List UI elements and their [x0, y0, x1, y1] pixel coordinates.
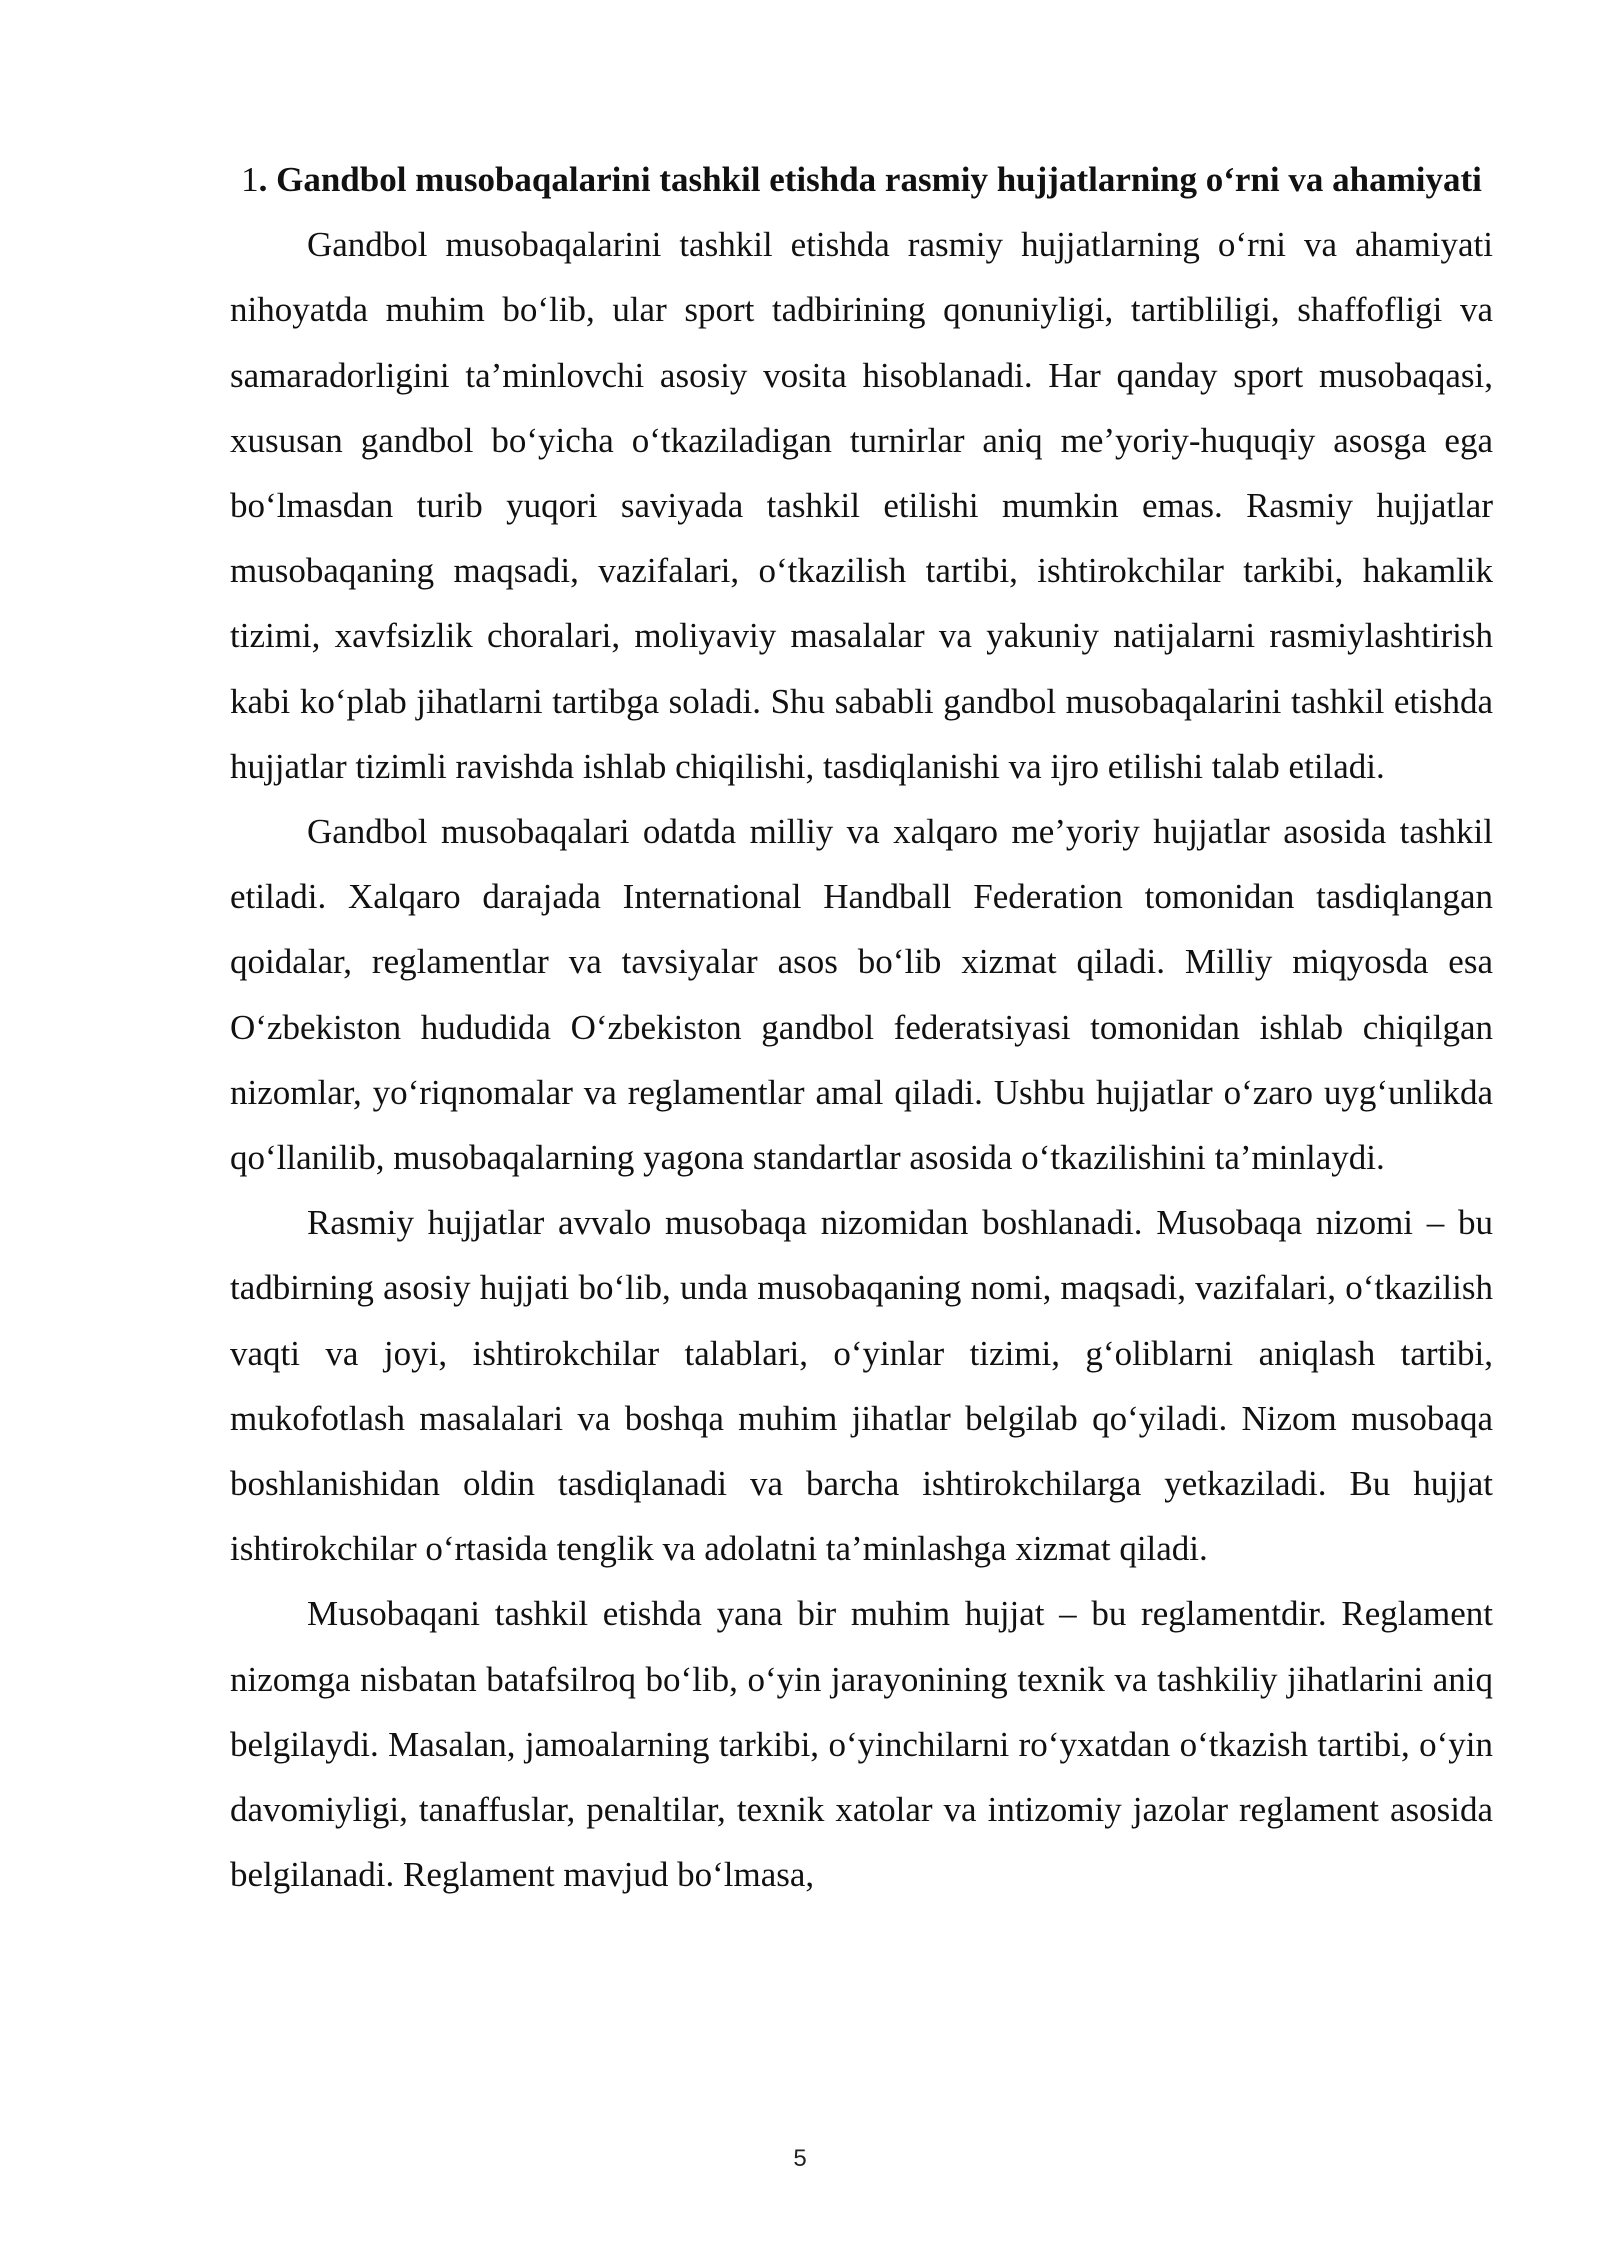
- paragraph-4: Musobaqani tashkil etishda yana bir muhim hujjat – bu reglamentdir. Reglament nizomga nisbatan batafsilroq bo‘lib, o‘yin jarayonining texnik va tashkiliy jihatlarini aniq belgilaydi. Masalan, jamoalarning tarkibi, o‘yinchilarni ro‘yxatdan o‘tkazish tartibi, o‘yin davomiyligi, tanaffuslar, penaltilar, texnik xatolar va intizomiy jazolar reglament asosida belgilanadi. Reglament mavjud bo‘lmasa,: [230, 1594, 1493, 1895]
- section-title: . Gandbol musobaqalarini tashkil etishda rasmiy hujjatlarning o‘rni va ahamiyati: [258, 160, 1482, 199]
- page-content: [230, 147, 1493, 1907]
- section-heading: [230, 147, 1493, 212]
- paragraph-3: Rasmiy hujjatlar avvalo musobaqa nizomidan boshlanadi. Musobaqa nizomi – bu tadbirning asosiy hujjati bo‘lib, unda musobaqaning nomi, maqsadi, vazifalari, o‘tkazilish vaqti va joyi, ishtirokchilar talablari, o‘yinlar tizimi, g‘oliblarni aniqlash tartibi, mukofotlash masalalari va boshqa muhim jihatlar belgilab qo‘yiladi. Nizom musobaqa boshlanishidan oldin tasdiqlanadi va barcha ishtirokchilarga yetkaziladi. Bu hujjat ishtirokchilar o‘rtasida tenglik va adolatni ta’minlashga xizmat qiladi.: [230, 1203, 1493, 1569]
- paragraph-2: Gandbol musobaqalari odatda milliy va xalqaro me’yoriy hujjatlar asosida tashkil etiladi. Xalqaro darajada International Handball Federation tomonidan tasdiqlangan qoidalar, reglamentlar va tavsiyalar asos bo‘lib xizmat qiladi. Milliy miqyosda esa O‘zbekiston hududida O‘zbekiston gandbol federatsiyasi tomonidan ishlab chiqilgan nizomlar, yo‘riqnomalar va reglamentlar amal qiladi. Ushbu hujjatlar o‘zaro uyg‘unlikda qo‘llanilib, musobaqalarning yagona standartlar asosida o‘tkazilishini ta’minlaydi.: [230, 812, 1493, 1178]
- paragraph-1: Gandbol musobaqalarini tashkil etishda rasmiy hujjatlarning o‘rni va ahamiyati nihoyatda muhim bo‘lib, ular sport tadbirining qonuniyligi, tartibliligi, shaffofligi va samaradorligini ta’minlovchi asosiy vosita hisoblanadi. Har qanday sport musobaqasi, xususan gandbol bo‘yicha o‘tkaziladigan turnirlar aniq me’yoriy-huquqiy asosga ega bo‘lmasdan turib yuqori saviyada tashkil etilishi mumkin emas. Rasmiy hujjatlar musobaqaning maqsadi, vazifalari, o‘tkazilish tartibi, ishtirokchilar tarkibi, hakamlik tizimi, xavfsizlik choralari, moliyaviy masalalar va yakuniy natijalarni rasmiylashtirish kabi ko‘plab jihatlarni tartibga soladi. Shu sababli gandbol musobaqalarini tashkil etishda hujjatlar tizimli ravishda ishlab chiqilishi, tasdiqlanishi va ijro etilishi talab etiladi.: [230, 225, 1493, 786]
- section-number: 1: [241, 160, 259, 199]
- page-number: 5: [793, 2145, 807, 2172]
